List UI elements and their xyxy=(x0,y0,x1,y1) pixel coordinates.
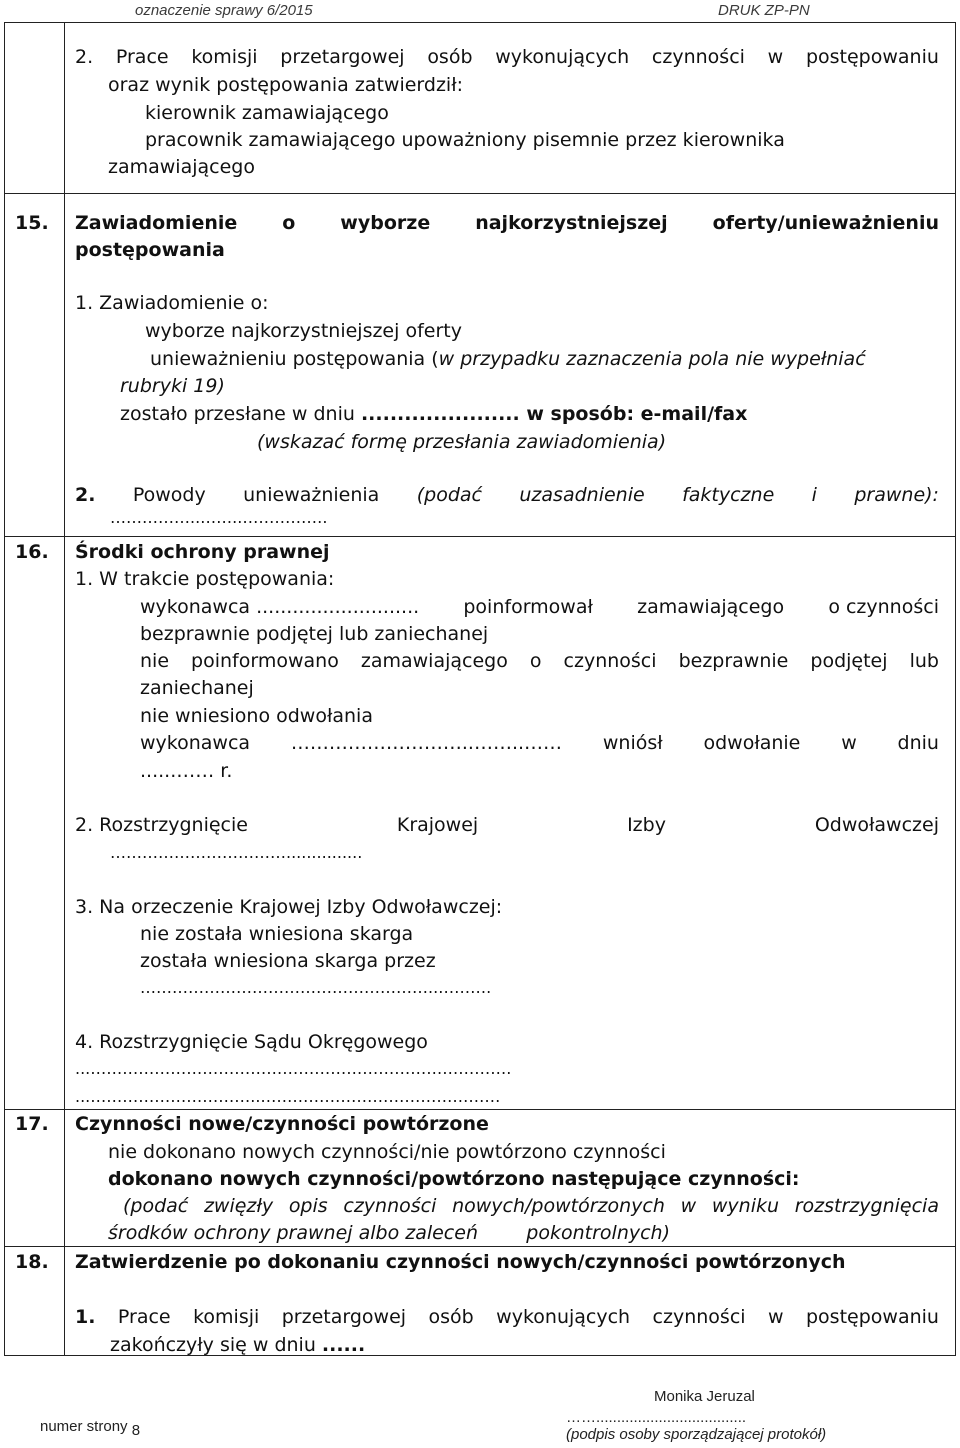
sent-date-line xyxy=(120,401,747,427)
word: podjętej xyxy=(810,650,888,672)
not-informed-cont: zaniechanej xyxy=(140,677,254,699)
appeal-filed-line xyxy=(140,730,939,756)
case-number: oznaczenie sprawy 6/2015 xyxy=(135,2,313,19)
word: nowych/powtórzonych xyxy=(452,1195,665,1217)
section-title xyxy=(75,210,939,236)
new-actions-hint-cont: środków ochrony prawnej albo zaleceń pokontrolnych) xyxy=(108,1222,671,1244)
word: poinformował xyxy=(463,596,593,618)
cancellation-note-cont: rubryki 19) xyxy=(120,375,225,397)
word: o czynności xyxy=(828,596,939,618)
number-column-divider xyxy=(64,22,65,1356)
word: w xyxy=(680,1195,697,1217)
signer-name: Monika Jeruzal xyxy=(654,1388,755,1405)
word: czynności xyxy=(563,650,657,672)
word: w xyxy=(767,46,784,68)
cancellation-reasons xyxy=(75,482,939,508)
contractor-informed-line xyxy=(140,594,939,620)
kio-decision-placeholder: ……………………………............... xyxy=(110,843,363,862)
approval-line xyxy=(75,44,939,70)
word: o xyxy=(529,650,542,672)
word: odwołanie xyxy=(703,732,801,754)
section-number: 18. xyxy=(15,1251,49,1273)
word: przetargowej xyxy=(280,46,405,68)
page-number xyxy=(40,1418,141,1439)
word: wykonujących xyxy=(496,1306,631,1328)
word: prawne): xyxy=(854,484,939,506)
complaint-filed-placeholder: ………………………………………………..………. xyxy=(140,978,492,997)
word: Powody xyxy=(132,484,206,506)
word: wyniku xyxy=(711,1195,780,1217)
completion-date: ...... xyxy=(321,1334,366,1356)
word: w xyxy=(768,1306,784,1328)
word: zamawiającego xyxy=(637,596,785,618)
section-number: 17. xyxy=(15,1113,49,1135)
word: lub xyxy=(909,650,939,672)
word: o xyxy=(282,212,296,234)
word: wykonujących xyxy=(495,46,630,68)
word: i xyxy=(811,484,817,506)
completion-text: zakończyły się w dniu xyxy=(110,1334,322,1356)
word: dniu xyxy=(897,732,939,754)
new-actions-option: dokonano nowych czynności/powtórzono następujące czynności: xyxy=(108,1168,800,1190)
word: osób xyxy=(427,46,473,68)
item-number: 2. xyxy=(75,484,96,506)
district-court-placeholder-2: ...…………………………..……………………………………… xyxy=(75,1087,501,1106)
word: unieważnienia xyxy=(243,484,380,506)
kio-ruling-label: 3. Na orzeczenie Krajowej Izby Odwoławczej: xyxy=(75,896,503,918)
row-divider xyxy=(4,1246,956,1247)
section-number: 16. xyxy=(15,541,49,563)
page-label: numer strony xyxy=(40,1418,128,1435)
completion-line xyxy=(75,1304,939,1330)
word: zamawiającego xyxy=(360,650,508,672)
signature-hint: (podpis osoby sporządzającej protokół) xyxy=(566,1426,827,1443)
word: komisji xyxy=(193,1306,260,1328)
district-court-label: 4. Rozstrzygnięcie Sądu Okręgowego xyxy=(75,1031,428,1053)
option-best-offer: wyborze najkorzystniejszej oferty xyxy=(145,320,462,342)
sent-text: zostało przesłane w dniu xyxy=(120,403,361,425)
section-title-cont: postępowania xyxy=(75,239,225,261)
reasons-placeholder: ……………..……..……………. xyxy=(110,508,328,527)
district-court-placeholder: ...……………………………………………………………………. xyxy=(75,1059,512,1078)
word: Krajowej xyxy=(396,814,479,836)
word: komisji xyxy=(191,46,258,68)
word: czynności xyxy=(651,46,745,68)
word: 2. Rozstrzygnięcie xyxy=(75,814,248,836)
word: nie xyxy=(140,650,170,672)
word: zwięzły xyxy=(203,1195,274,1217)
option-authorized-employee: pracownik zamawiającego upoważniony pisemnie przez kierownika xyxy=(145,129,785,151)
word: postępowaniu xyxy=(805,46,939,68)
during-procedure-label: 1. W trakcie postępowania: xyxy=(75,568,335,590)
new-actions-hint xyxy=(123,1193,939,1219)
section-title: Środki ochrony prawnej xyxy=(75,541,330,563)
word: Izby xyxy=(627,814,666,836)
sent-method: ...................... w sposób: e-mail/fax xyxy=(360,403,748,425)
word: wykonawca xyxy=(140,732,251,754)
option-cancellation xyxy=(150,346,939,372)
word: Zawiadomienie xyxy=(75,212,238,234)
contractor-informed-cont: bezprawnie podjętej lub zaniechanej xyxy=(140,623,489,645)
word: osób xyxy=(428,1306,474,1328)
word: najkorzystniejszej xyxy=(475,212,668,234)
word: wykonawca ........................... xyxy=(140,596,420,618)
kio-decision-line xyxy=(75,812,939,838)
cancellation-text: unieważnieniu postępowania ( xyxy=(150,348,439,370)
word: przetargowej xyxy=(281,1306,407,1328)
word: poinformowano xyxy=(191,650,339,672)
item-number: 2. xyxy=(75,46,94,68)
word: postępowaniu xyxy=(806,1306,939,1328)
completion-date-line xyxy=(110,1332,365,1358)
no-complaint-option: nie została wniesiona skarga xyxy=(140,923,414,945)
complaint-filed-option: została wniesiona skarga przez xyxy=(140,950,436,972)
option-authorized-employee-cont: zamawiającego xyxy=(108,156,255,178)
word: ………………………..……..…… xyxy=(290,732,563,754)
page-number-value: 8 xyxy=(131,1422,141,1439)
sent-hint: (wskazać formę przesłania zawiadomienia) xyxy=(257,431,667,453)
word: Prace xyxy=(115,46,169,68)
word: (podać xyxy=(123,1195,189,1217)
notification-label: 1. Zawiadomienie o: xyxy=(75,292,269,314)
word: Odwoławczej xyxy=(814,814,939,836)
word: czynności xyxy=(343,1195,437,1217)
word: bezprawnie xyxy=(678,650,789,672)
approval-line-2: oraz wynik postępowania zatwierdził: xyxy=(108,74,463,96)
not-informed-line xyxy=(140,648,939,674)
section-title: Zatwierdzenie po dokonaniu czynności nowych/czynności powtórzonych xyxy=(75,1251,846,1273)
word: (podać xyxy=(416,484,482,506)
word: rozstrzygnięcia xyxy=(794,1195,939,1217)
word: uzasadnienie xyxy=(519,484,645,506)
row-divider xyxy=(4,536,956,537)
word: wniósł xyxy=(602,732,663,754)
word: oferty/unieważnieniu xyxy=(712,212,939,234)
row-divider xyxy=(4,193,956,194)
word: faktyczne xyxy=(682,484,775,506)
item-number: 1. xyxy=(75,1306,96,1328)
word: w xyxy=(841,732,857,754)
word: Prace xyxy=(117,1306,171,1328)
section-number: 15. xyxy=(15,212,49,234)
page-header xyxy=(0,0,960,22)
section-title: Czynności nowe/czynności powtórzone xyxy=(75,1113,489,1135)
no-new-actions-option: nie dokonano nowych czynności/nie powtórzono czynności xyxy=(108,1141,666,1163)
form-code: DRUK ZP-PN xyxy=(718,2,810,19)
option-manager: kierownik zamawiającego xyxy=(145,102,389,124)
word: wyborze xyxy=(340,212,431,234)
appeal-date: ......…… r. xyxy=(140,760,233,782)
word: opis xyxy=(288,1195,328,1217)
signature-line: …….................................... xyxy=(566,1409,747,1426)
cancellation-note: w przypadku zaznaczenia pola nie wypełniać xyxy=(438,348,866,370)
word: czynności xyxy=(652,1306,746,1328)
no-appeal-option: nie wniesiono odwołania xyxy=(140,705,373,727)
